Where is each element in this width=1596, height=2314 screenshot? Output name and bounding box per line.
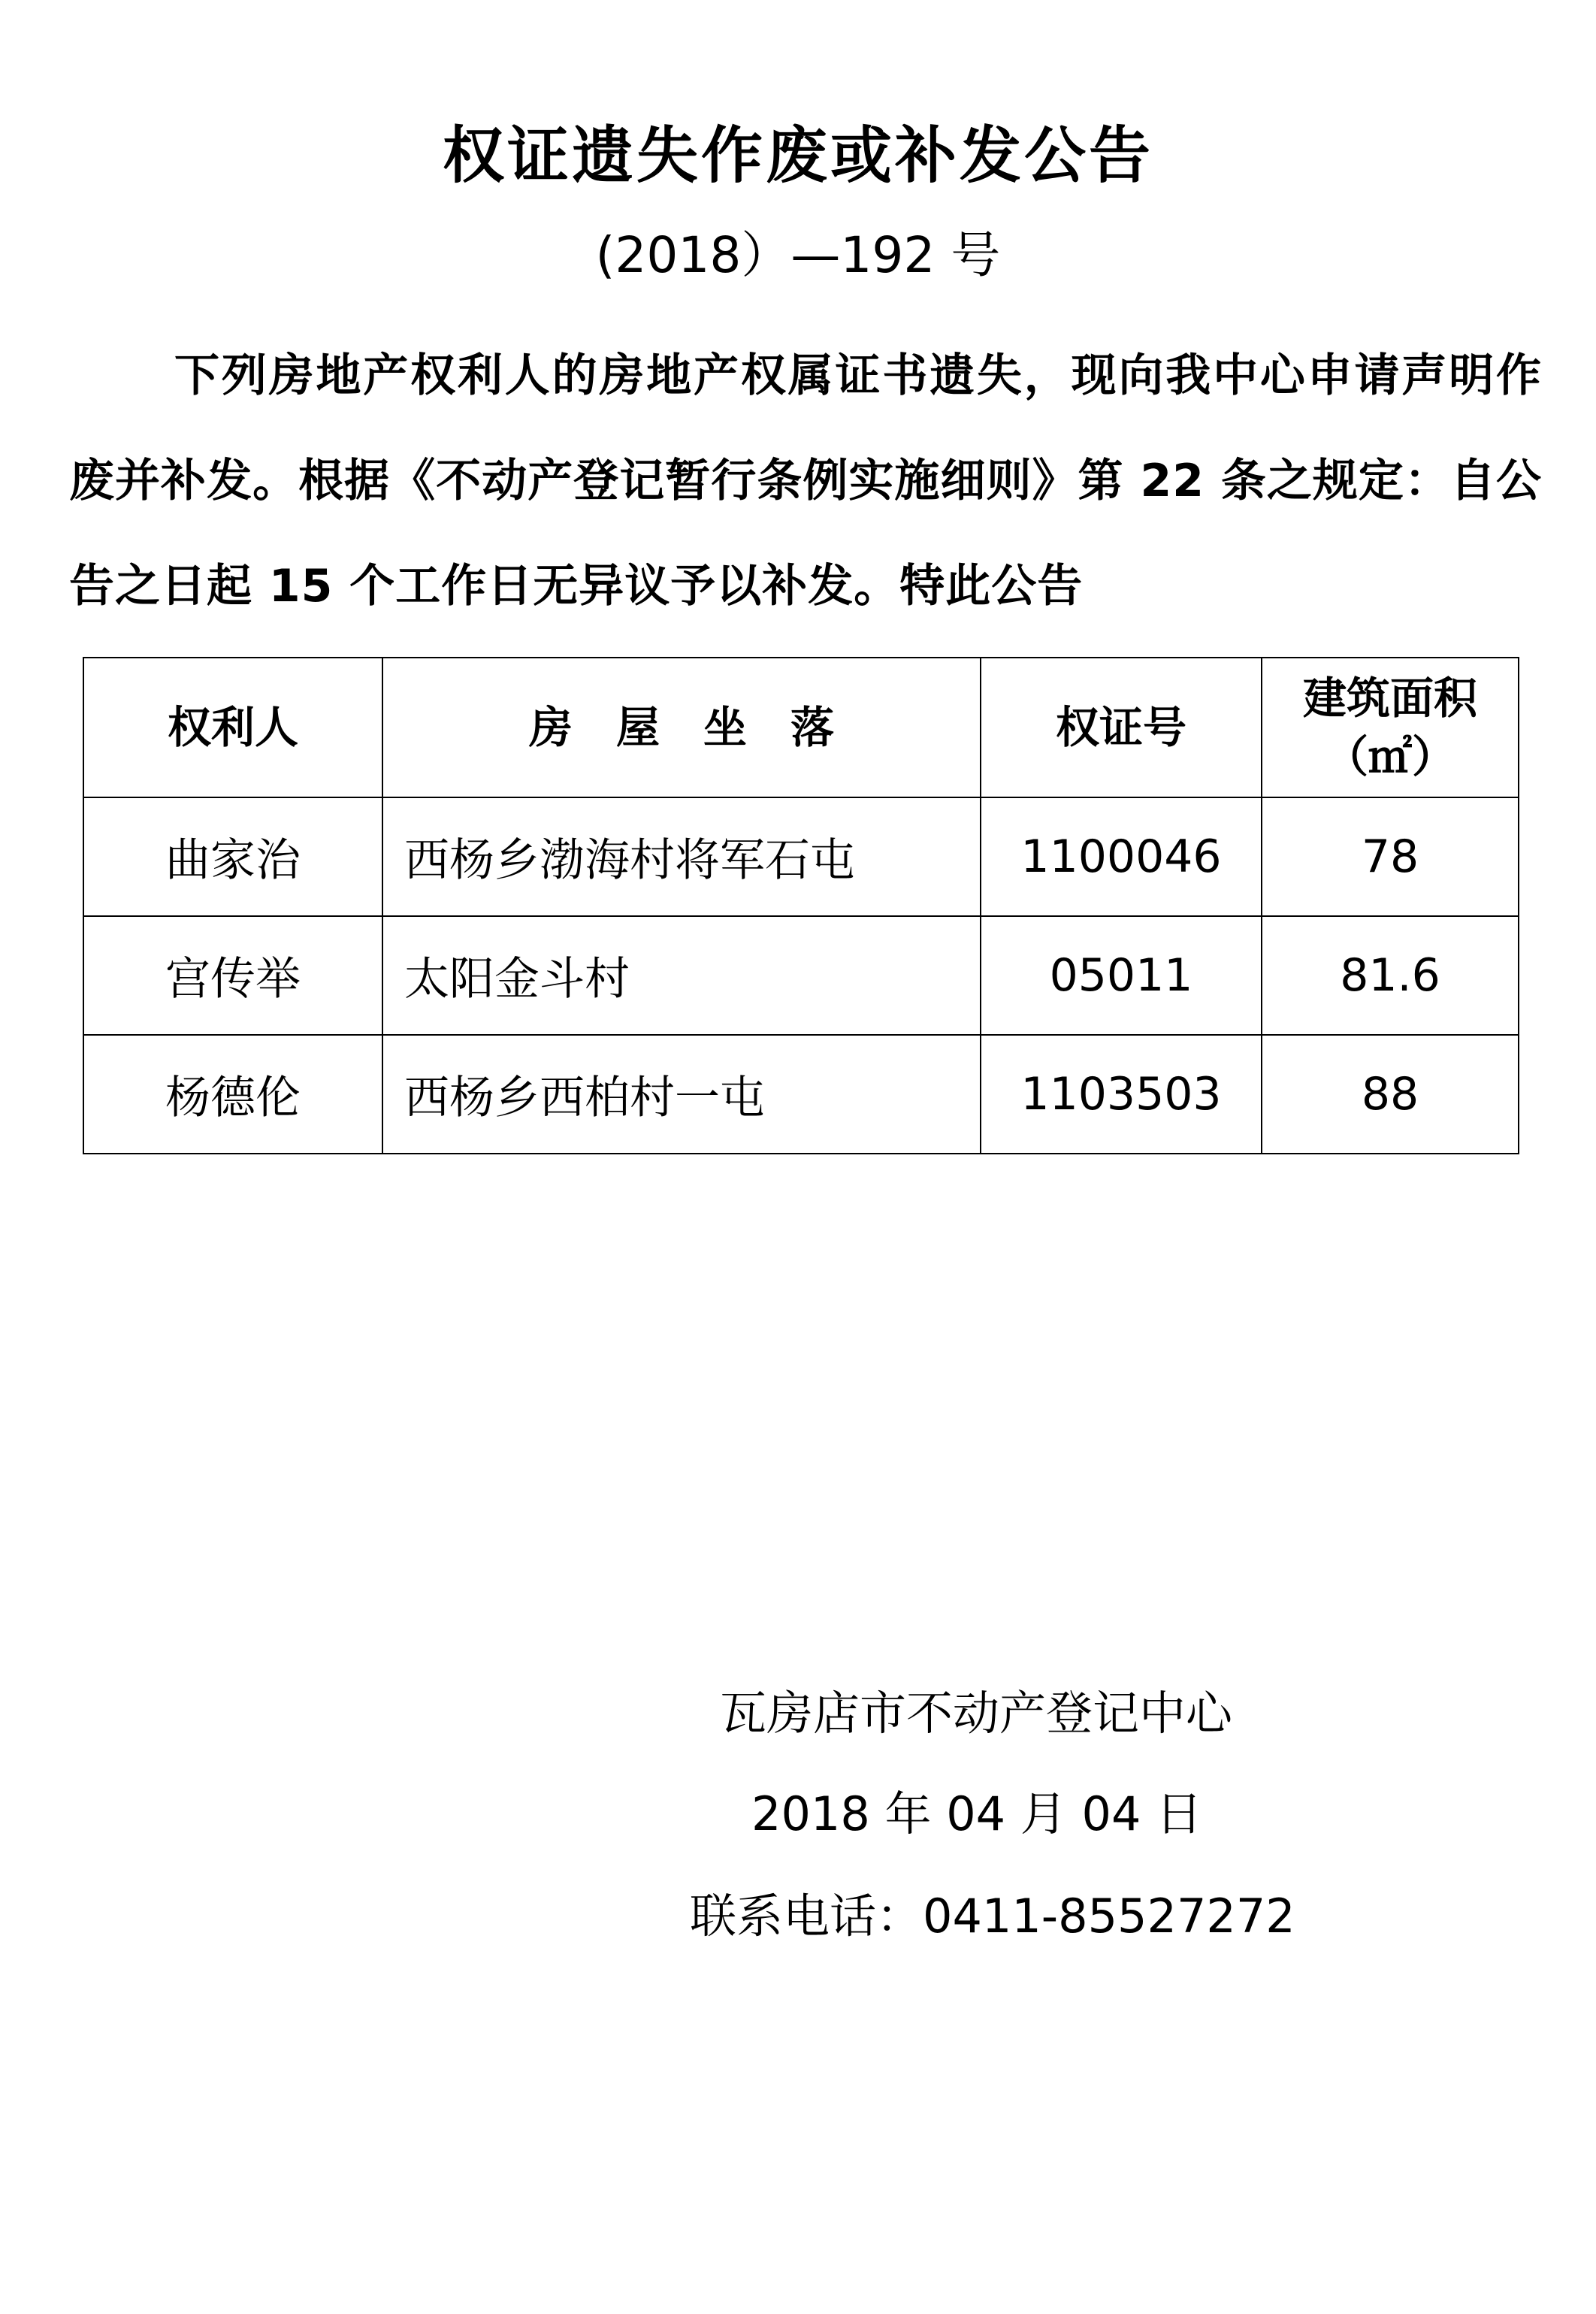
records-table <box>83 657 1519 1154</box>
area-cell: 78 <box>1262 797 1519 916</box>
header-cert-no: 权证号 <box>981 658 1262 797</box>
area-cell: 81.6 <box>1262 916 1519 1035</box>
location-cell: 西杨乡西柏村一屯 <box>382 1035 981 1154</box>
owner-cell: 宫传举 <box>83 916 382 1035</box>
cert-no-cell: 1103503 <box>981 1035 1262 1154</box>
notice-title: 权证遗失作废或补发公告 <box>442 120 1153 192</box>
cert-no-cell: 05011 <box>981 916 1262 1035</box>
header-area-unit: （㎡） <box>1324 731 1455 782</box>
location-cell: 太阳金斗村 <box>382 916 981 1035</box>
location-cell: 西杨乡渤海村将军石屯 <box>382 797 981 916</box>
header-owner: 权利人 <box>83 658 382 797</box>
issue-date: 2018 年 04 月 04 日 <box>751 1786 1203 1841</box>
notice-intro: 下列房地产权利人的房地产权属证书遗失，现向我中心申请声明作废并补发。根据《不动产登记暂行条例实施细则》第 22 条之规定：自公告之日起 15 个工作日无异议予以补发。特此公告 <box>69 349 1542 613</box>
header-area <box>1262 658 1519 797</box>
header-area-label: 建筑面积 <box>1302 673 1477 724</box>
area-cell: 88 <box>1262 1035 1519 1154</box>
table-row <box>83 916 1519 1035</box>
contact-phone: 联系电话：0411-85527272 <box>690 1889 1295 1943</box>
owner-cell: 曲家治 <box>83 797 382 916</box>
table-row <box>83 1035 1519 1154</box>
cert-no-cell: 1100046 <box>981 797 1262 916</box>
table-header-row <box>83 658 1519 797</box>
notice-number: (2018）—192 号 <box>595 226 1001 284</box>
table-row <box>83 797 1519 916</box>
issuer-name: 瓦房店市不动产登记中心 <box>720 1686 1233 1741</box>
header-location-label: 房屋坐落 <box>528 702 878 753</box>
header-location <box>382 658 981 797</box>
owner-cell: 杨德伦 <box>83 1035 382 1154</box>
